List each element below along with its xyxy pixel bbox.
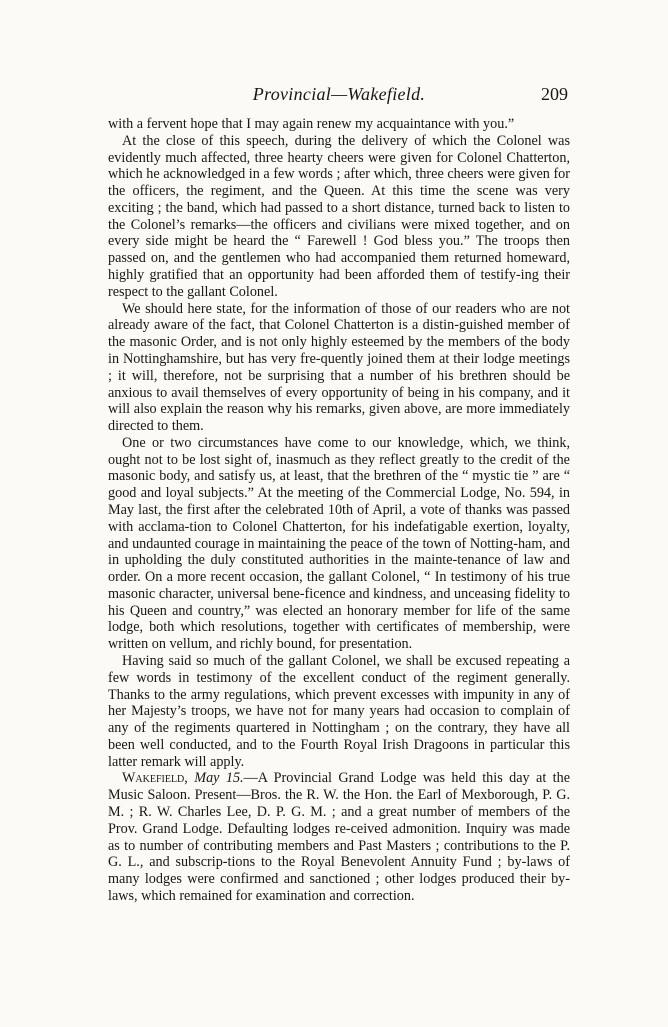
paragraph-regiment-conduct: Having said so much of the gallant Colonel, we shall be excused repeating a few words in testimony of the excellent conduct of the regiment generally. Thanks to the army regulations, which prevent excesses with impunity in any of her Majesty’s troops, we have not for many years had occasion to complain of any of the regiments quartered in Nottingham ; on the contrary, they have all been well conducted, and to the Fourth Royal Irish Dragoons in particular this latter remark will apply. xyxy=(108,653,570,770)
paragraph-wakefield xyxy=(108,770,570,904)
wakefield-text: —A Provincial Grand Lodge was held this day at the Music Saloon. Present—Bros. the R. W. the Hon. the Earl of Mexborough, P. G. M. ; R. W. Charles Lee, D. P. G. M. ; and a great number of members of the Prov. Grand Lodge. Defaulting lodges re-ceived admonition. Inquiry was made as to number of contributing members and Past Masters ; contributions to the P. G. L., and subscrip-tions to the Royal Benevolent Annuity Fund ; by-laws of many lodges were confirmed and sanctioned ; other lodges produced their by-laws, which remained for examination and correction. xyxy=(108,770,571,904)
wakefield-place: Wakefield, xyxy=(122,770,188,787)
paragraph-continuation: with a fervent hope that I may again renew my acquaintance with you.” xyxy=(108,116,515,132)
paragraph-commercial-lodge: One or two circumstances have come to our knowledge, which, we think, ought not to be lost sight of, inasmuch as they reflect greatly to the credit of the masonic body, and satisfy us, at least, that the brethren of the “ mystic tie ” are “ good and loyal subjects.” At the meeting of the Commercial Lodge, No. 594, in May last, the first after the celebrated 10th of April, a vote of thanks was passed with acclama-tion to Colonel Chatterton, for his indefatigable exertion, loyalty, and undaunted courage in maintaining the peace of the town of Notting-ham, and in upholding the duly constituted authorities in the mainte-tenance of law and order. On a more recent occasion, the gallant Colonel, “ In testimony of his true masonic character, universal bene-ficence and kindness, and unceasing fidelity to his Queen and country,” was elected an honorary member for life of the same lodge, both which resolutions, together with certificates of membership, were written on vellum, and richly bound, for presentation. xyxy=(108,434,570,653)
article-body xyxy=(108,116,570,905)
page xyxy=(108,82,570,905)
page-number: 209 xyxy=(541,84,568,104)
paragraph-masonic-member: We should here state, for the information of those of our readers who are not already aware of the fact, that Colonel Chatterton is a distin-guished member of the masonic Order, and is not only highly esteemed by the members of the body in Nottinghamshire, but has very fre-quently joined them at their lodge meetings ; it will, therefore, not be surprising that a number of his brethren should be anxious to avail themselves of every opportunity of being in his company, and it will also explain the reason why his remarks, given above, are more immediately directed to them. xyxy=(108,300,570,435)
running-head xyxy=(108,82,570,116)
paragraph-speech-close: At the close of this speech, during the delivery of which the Colonel was evidently much affected, three hearty cheers were given for Colonel Chatterton, which he acknowledged in a few words ; after which, three cheers were given for the officers, the regiment, and the Queen. At this time the scene was very exciting ; the band, which had passed to a short distance, turned back to listen to the Colonel’s remarks—the officers and civilians were mixed together, and on every side might be heard the “ Farewell ! God bless you.” The troops then passed on, and the gentlemen who had accompanied them returned homeward, highly gratified that an opportunity had been afforded them of testify-ing their respect to the gallant Colonel. xyxy=(108,132,570,300)
wakefield-date: May 15. xyxy=(194,770,244,787)
running-title: Provincial—Wakefield. xyxy=(252,84,426,104)
